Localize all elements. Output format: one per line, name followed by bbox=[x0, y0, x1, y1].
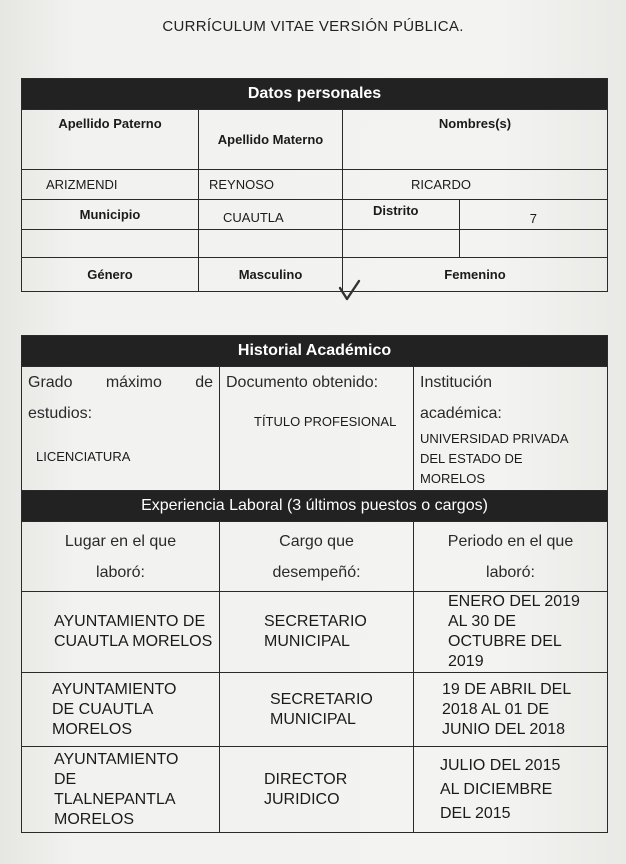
col-apellido-materno: Apellido Materno bbox=[199, 110, 343, 170]
periodo-value: 19 DE ABRIL DEL 2018 AL 01 DE JUNIO DEL 2018 bbox=[414, 673, 608, 747]
institucion-value: UNIVERSIDAD PRIVADA DEL ESTADO DE MORELOS bbox=[420, 431, 568, 486]
document-title: CURRÍCULUM VITAE VERSIÓN PÚBLICA. bbox=[162, 18, 464, 35]
distrito-value: 7 bbox=[460, 200, 608, 230]
genero-label: Género bbox=[22, 258, 199, 292]
empty-cell bbox=[343, 230, 460, 258]
cargo-value: DIRECTOR JURIDICO bbox=[220, 747, 414, 833]
nombres-value: RICARDO bbox=[343, 170, 608, 200]
documento-cell bbox=[220, 367, 414, 491]
checkmark-icon bbox=[336, 278, 362, 304]
masculino-option: Masculino bbox=[199, 258, 343, 292]
empty-cell bbox=[199, 230, 343, 258]
lugar-value: AYUNTAMIENTO DE TLALNEPANTLA MORELOS bbox=[22, 747, 220, 833]
col-documento: Documento obtenido: bbox=[226, 374, 379, 391]
grado-cell bbox=[22, 367, 220, 491]
col-periodo: Periodo en el que laboró: bbox=[414, 522, 608, 592]
cargo-value: SECRETARIO MUNICIPAL bbox=[220, 592, 414, 673]
col-nombres: Nombres(s) bbox=[343, 110, 608, 170]
table-row bbox=[22, 747, 608, 833]
col-grado: Grado máximo de estudios: bbox=[28, 374, 213, 422]
col-institucion: Institución académica: bbox=[420, 374, 502, 422]
cargo-value: SECRETARIO MUNICIPAL bbox=[220, 673, 414, 747]
personal-data-table bbox=[21, 78, 608, 292]
empty-cell bbox=[22, 230, 199, 258]
distrito-label: Distrito bbox=[343, 200, 460, 230]
apellido-materno-value: REYNOSO bbox=[199, 170, 343, 200]
table-row bbox=[22, 673, 608, 747]
col-apellido-paterno: Apellido Paterno bbox=[22, 110, 199, 170]
lugar-value: AYUNTAMIENTO DE CUAUTLA MORELOS bbox=[22, 673, 220, 747]
apellido-paterno-value: ARIZMENDI bbox=[22, 170, 199, 200]
municipio-label: Municipio bbox=[22, 200, 199, 230]
academic-history-header: Historial Académico bbox=[22, 336, 608, 367]
col-cargo: Cargo que desempeñó: bbox=[220, 522, 414, 592]
grado-value: LICENCIATURA bbox=[36, 449, 131, 464]
periodo-value: ENERO DEL 2019 AL 30 DE OCTUBRE DEL 2019 bbox=[414, 592, 608, 673]
experience-header: Experiencia Laboral (3 últimos puestos o cargos) bbox=[22, 491, 608, 522]
documento-value: TÍTULO PROFESIONAL bbox=[254, 414, 397, 429]
table-row bbox=[22, 592, 608, 673]
empty-cell bbox=[460, 230, 608, 258]
femenino-option: Femenino bbox=[343, 258, 608, 292]
personal-data-header: Datos personales bbox=[22, 79, 608, 110]
municipio-value: CUAUTLA bbox=[199, 200, 343, 230]
col-lugar: Lugar en el que laboró: bbox=[22, 522, 220, 592]
institucion-cell bbox=[414, 367, 608, 491]
lugar-value: AYUNTAMIENTO DE CUAUTLA MORELOS bbox=[22, 592, 220, 673]
periodo-value: JULIO DEL 2015 AL DICIEMBRE DEL 2015 bbox=[414, 747, 608, 833]
academic-history-table bbox=[21, 335, 608, 833]
